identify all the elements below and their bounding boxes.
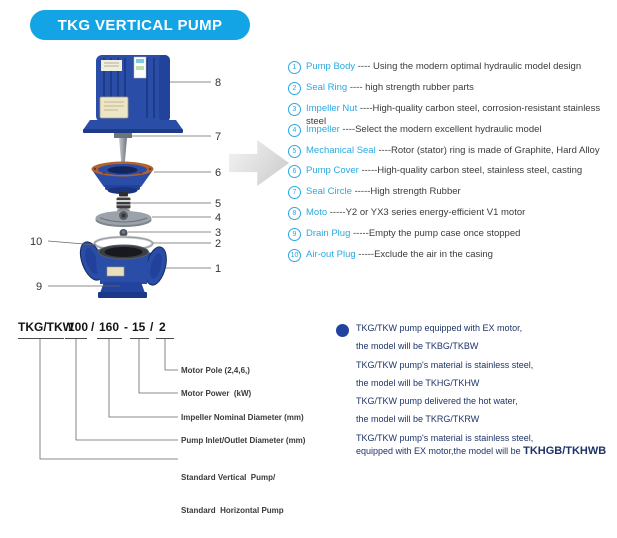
note-line: TKG/TKW pump's material is stainless steel, (356, 432, 534, 443)
label-standard-line1: Standard Vertical Pump/ (181, 473, 276, 482)
part-desc: -----High strength Rubber (351, 186, 461, 198)
note-line: the model will be TKHG/TKHW (356, 377, 480, 388)
note-line-last (356, 445, 614, 463)
label-motor-pole: Motor Pole (2,4,6,) (181, 366, 250, 375)
part-desc: -----Empty the pump case once stopped (350, 228, 521, 240)
circled-number: 8 (288, 207, 301, 220)
note-line-prefix: equipped with EX motor,the model will be (356, 445, 524, 456)
callout-label-8: 8 (215, 77, 222, 89)
part-desc: ---- Using the modern optimal hydraulic model design (355, 61, 582, 72)
label-inlet-outlet: Pump Inlet/Outlet Diameter (mm) (181, 436, 306, 445)
model-separator: - (124, 320, 128, 334)
bullet-icon (336, 324, 349, 337)
part-name: Impeller (306, 123, 340, 135)
part-name: Seal Ring (306, 81, 348, 93)
parts-list (288, 60, 614, 269)
callout-label-9: 9 (36, 281, 43, 293)
list-item (288, 164, 614, 185)
part-name: Pump Body (306, 61, 356, 72)
pump-exploded-diagram (0, 45, 250, 310)
circled-number: 6 (288, 165, 301, 178)
model-segment-power: 15 (132, 320, 146, 334)
label-standard-pump (181, 450, 284, 538)
model-segment-impeller: 160 (99, 320, 120, 334)
callout-label-6: 6 (215, 167, 222, 179)
circled-number: 4 (288, 124, 301, 137)
callout-label-7: 7 (215, 131, 222, 143)
part-name: Mechanical Seal (306, 144, 376, 156)
callout-label-5: 5 (215, 198, 222, 210)
circled-number: 7 (288, 186, 301, 199)
circled-number: 5 (288, 145, 301, 158)
callout-label-3: 3 (215, 227, 222, 239)
list-item (288, 248, 614, 269)
model-segment-series: TKG/TKW (18, 320, 74, 334)
label-standard-line2: Standard Horizontal Pump (181, 506, 284, 515)
part-name: Air-out Plug (306, 249, 356, 261)
note-line: TKG/TKW pump equipped with EX motor, (356, 323, 523, 333)
circled-number: 10 (288, 249, 301, 262)
header-banner (30, 10, 250, 40)
note-line: TKG/TKW pump delivered the hot water, (356, 396, 518, 407)
list-item (288, 185, 614, 206)
circled-number: 9 (288, 228, 301, 241)
label-motor-power: Motor Power (kW) (181, 389, 252, 398)
part-desc: ----Rotor (stator) ring is made of Graphite, Hard Alloy (375, 144, 600, 156)
callout-label-10: 10 (30, 236, 43, 248)
circled-number: 2 (288, 82, 301, 95)
pump-cover-part (92, 162, 154, 195)
list-item (288, 227, 614, 248)
label-impeller-diameter: Impeller Nominal Diameter (mm) (181, 413, 304, 422)
part-name: Impeller Nut (306, 102, 358, 114)
callout-label-2: 2 (215, 238, 222, 250)
part-desc: ---- high strength rubber parts (347, 81, 474, 93)
pump-body-part (76, 239, 170, 298)
part-desc: -----High-quality carbon steel, stainless steel, casting (358, 165, 583, 177)
part-name: Drain Plug (306, 228, 351, 240)
part-name: Moto (306, 207, 328, 219)
model-segment-pole: 2 (159, 320, 166, 334)
model-separator: / (150, 320, 154, 334)
list-item (288, 144, 614, 165)
impeller-part (96, 211, 152, 227)
mechanical-seal-part (117, 192, 131, 213)
motor-part (83, 55, 183, 166)
model-notes (356, 322, 614, 463)
part-name: Pump Cover (306, 165, 359, 177)
note-line: the model will be TKRG/TKRW (356, 414, 480, 425)
note-line: TKG/TKW pump's material is stainless steel, (356, 359, 534, 370)
list-item (288, 81, 614, 102)
list-item (288, 102, 614, 127)
list-item (288, 60, 614, 81)
circled-number: 3 (288, 103, 301, 116)
callout-label-1: 1 (215, 263, 222, 275)
page-title: TKG VERTICAL PUMP (57, 16, 223, 34)
note-line: the model will be TKBG/TKBW (356, 341, 479, 352)
callout-label-4: 4 (215, 212, 222, 224)
part-desc: ----High-quality carbon steel, corrosion-resistant stainless steel (306, 102, 603, 127)
highlighted-model: TKHGB/TKHWB (523, 444, 607, 457)
circled-number: 1 (288, 61, 301, 74)
model-segment-inlet: 100 (68, 320, 89, 334)
list-item (288, 206, 614, 227)
part-name: Seal Circle (306, 186, 352, 198)
model-separator: / (91, 320, 95, 334)
part-desc: -----Exclude the air in the casing (355, 249, 493, 261)
part-desc: -----Y2 or YX3 series energy-efficient V1 motor (327, 207, 526, 219)
part-desc: ----Select the modern excellent hydraulic model (339, 123, 542, 135)
